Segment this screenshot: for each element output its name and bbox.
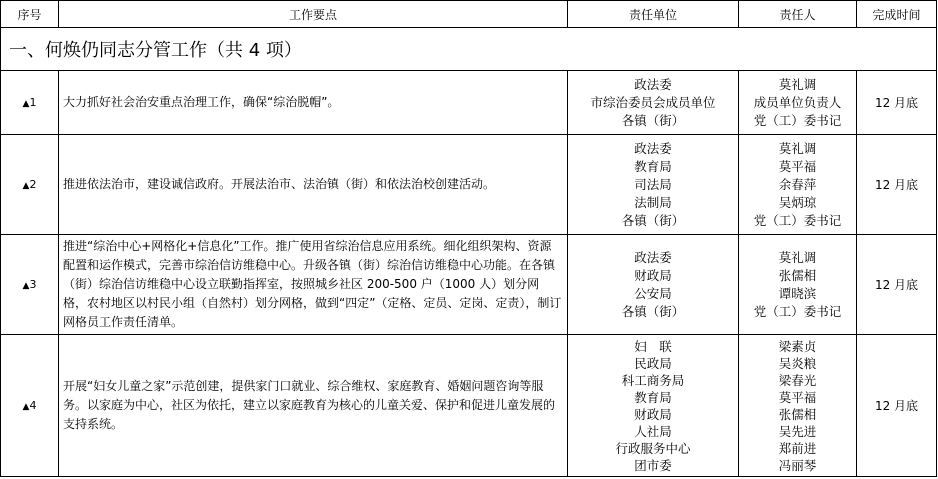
completion-time: 12 月底 <box>857 135 937 235</box>
header-unit: 责任单位 <box>568 1 739 28</box>
person-item: 莫礼调 <box>778 76 817 92</box>
person-item: 吴先进 <box>778 423 817 439</box>
section-row <box>1 28 937 71</box>
completion-time: 12 月底 <box>857 235 937 335</box>
person-item: 吴炎粮 <box>778 355 817 371</box>
triangle-marker-icon: ▲ <box>22 402 30 412</box>
table-row <box>1 335 937 477</box>
table-row <box>1 71 937 135</box>
header-seq: 序号 <box>1 1 59 28</box>
person-item: 莫平福 <box>778 389 817 405</box>
person-item: 莫礼调 <box>778 140 817 156</box>
responsible-units <box>568 71 739 135</box>
triangle-marker-icon: ▲ <box>22 99 30 109</box>
unit-item: 妇 联 <box>634 338 672 354</box>
table-row <box>1 135 937 235</box>
row-number-value: 3 <box>29 278 37 291</box>
responsible-persons <box>739 71 857 135</box>
person-item: 莫平福 <box>778 158 817 174</box>
person-item: 谭晓滨 <box>778 285 817 301</box>
task-content: 推进“综治中心+网格化+信息化”工作。推广使用省综治信息应用系统。细化组织架构、资源配置和运作模式，完善市综治信访维稳中心。升级各镇（街）综治信访维稳中心功能。在各镇（街）综治信访维稳中心设立联勤指挥室，按照城乡社区 200-500 户（1000 人）划分网格，农村地区以村民小组（自然村）划分网格，做到“四定”（定格、定员、定岗、定责），制订网格员工作责任清单。 <box>59 235 568 335</box>
triangle-marker-icon: ▲ <box>22 181 30 191</box>
unit-item: 各镇（街） <box>621 303 685 319</box>
unit-item: 政法委 <box>634 249 672 265</box>
header-time: 完成时间 <box>857 1 937 28</box>
responsible-persons <box>739 135 857 235</box>
row-number-value: 2 <box>29 178 37 191</box>
person-item: 郑前进 <box>778 440 817 456</box>
unit-item: 财政局 <box>634 267 672 283</box>
person-item: 张儒相 <box>778 267 817 283</box>
unit-item: 市综治委员会成员单位 <box>590 94 716 110</box>
person-item: 梁素贞 <box>778 338 817 354</box>
unit-item: 法制局 <box>634 194 672 210</box>
row-number <box>1 135 59 235</box>
unit-item: 各镇（街） <box>621 112 685 128</box>
header-task: 工作要点 <box>59 1 568 28</box>
person-item: 吴炳琼 <box>778 194 817 210</box>
unit-item: 公安局 <box>634 285 672 301</box>
task-content: 推进依法治市，建设诚信政府。开展法治市、法治镇（街）和依法治校创建活动。 <box>59 135 568 235</box>
row-number-value: 4 <box>29 399 37 412</box>
unit-item: 教育局 <box>634 158 672 174</box>
row-number <box>1 71 59 135</box>
unit-item: 民政局 <box>634 355 672 371</box>
row-number <box>1 235 59 335</box>
unit-item: 各镇（街） <box>621 212 685 228</box>
table-header-row <box>1 1 937 28</box>
responsible-units <box>568 135 739 235</box>
header-person: 责任人 <box>739 1 857 28</box>
person-item: 余春萍 <box>778 176 817 192</box>
responsible-persons <box>739 235 857 335</box>
unit-item: 财政局 <box>634 406 672 422</box>
person-item: 冯丽琴 <box>778 457 817 473</box>
table-row <box>1 235 937 335</box>
unit-item: 科工商务局 <box>621 372 685 388</box>
unit-item: 人社局 <box>634 423 672 439</box>
unit-item: 团市委 <box>634 457 672 473</box>
person-item: 党（工）委书记 <box>753 112 842 128</box>
row-number <box>1 335 59 477</box>
person-item: 梁春光 <box>778 372 817 388</box>
row-number-value: 1 <box>29 96 37 109</box>
unit-item: 司法局 <box>634 176 672 192</box>
unit-item: 政法委 <box>634 76 672 92</box>
unit-item: 教育局 <box>634 389 672 405</box>
person-item: 党（工）委书记 <box>753 212 842 228</box>
section-title: 一、何焕仍同志分管工作（共 4 项） <box>1 28 937 71</box>
responsible-units <box>568 235 739 335</box>
responsible-persons <box>739 335 857 477</box>
completion-time: 12 月底 <box>857 335 937 477</box>
person-item: 党（工）委书记 <box>753 303 842 319</box>
person-item: 莫礼调 <box>778 249 817 265</box>
responsible-units <box>568 335 739 477</box>
triangle-marker-icon: ▲ <box>22 281 30 291</box>
unit-item: 政法委 <box>634 140 672 156</box>
task-content: 开展“妇女儿童之家”示范创建，提供家门口就业、综合维权、家庭教育、婚姻问题咨询等服务。以家庭为中心，社区为依托，建立以家庭教育为核心的儿童关爱、保护和促进儿童发展的支持系统。 <box>59 335 568 477</box>
completion-time: 12 月底 <box>857 71 937 135</box>
person-item: 张儒相 <box>778 406 817 422</box>
unit-item: 行政服务中心 <box>615 440 691 456</box>
task-content: 大力抓好社会治安重点治理工作，确保“综治脱帽”。 <box>59 71 568 135</box>
person-item: 成员单位负责人 <box>753 94 842 110</box>
